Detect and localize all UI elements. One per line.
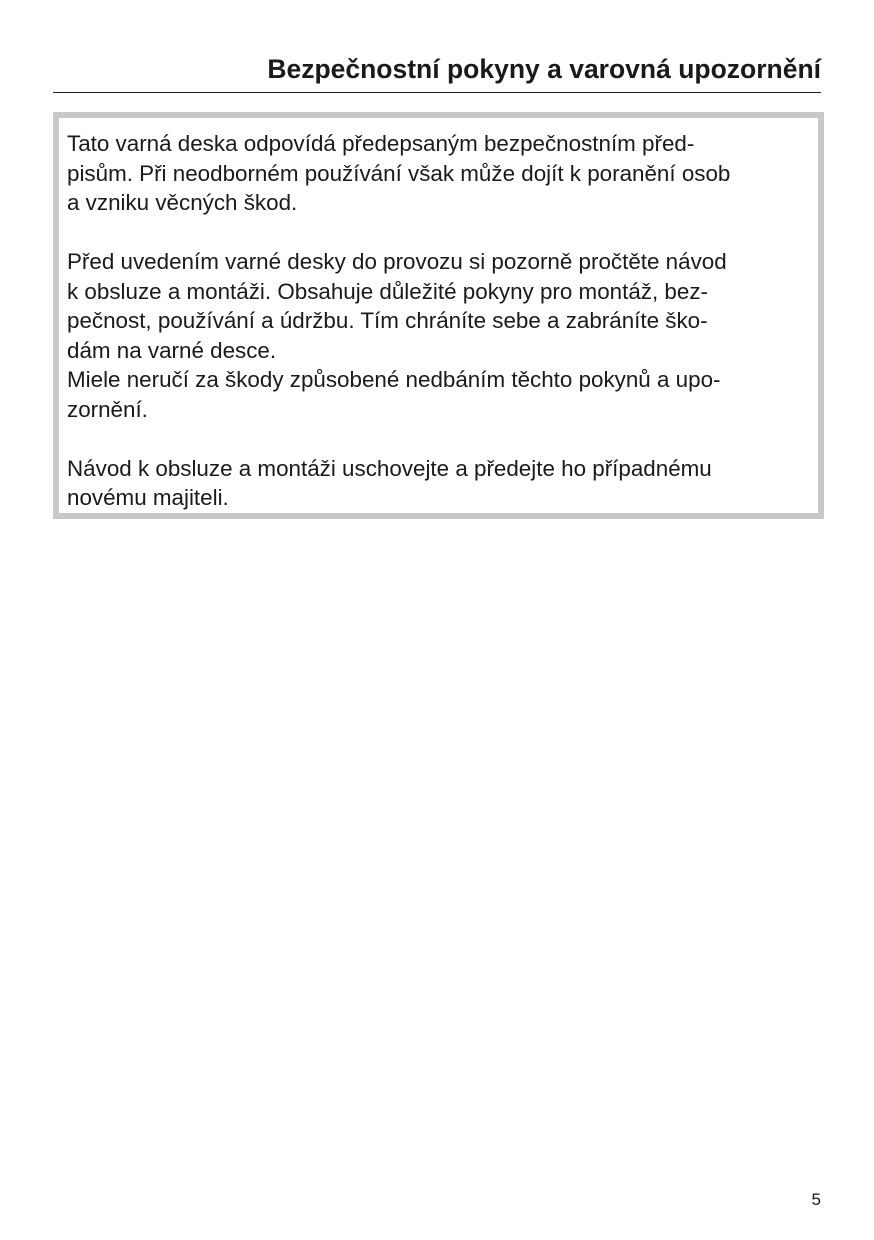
text-line: Tato varná deska odpovídá předepsaným bezpečnostním před- [67,131,695,156]
page-title: Bezpečnostní pokyny a varovná upozornění [267,54,821,84]
notice-paragraph-compliance [67,129,810,218]
text-line: Miele neručí za škody způsobené nedbáním těchto pokynů a upo- [67,367,721,392]
text-line: pečnost, používání a údržbu. Tím chráníte sebe a zabráníte ško- [67,308,708,333]
text-line: a vzniku věcných škod. [67,190,298,215]
notice-paragraph-liability [67,365,810,424]
safety-notice-box [53,112,824,519]
text-line: dám na varné desce. [67,337,277,363]
notice-paragraph-read-manual [67,247,810,365]
text-line: pisům. Při neodborném používání však může dojít k poranění osob [67,160,731,186]
text-line: novému majiteli. [67,485,229,510]
page-number: 5 [811,1190,821,1209]
text-line: Návod k obsluze a montáži uschovejte a předejte ho případnému [67,455,712,481]
text-line: Před uvedením varné desky do provozu si pozorně pročtěte návod [67,249,727,274]
text-line: zornění. [67,396,148,422]
notice-paragraph-keep-manual [67,454,810,513]
page-header [53,50,821,93]
text-line: k obsluze a montáži. Obsahuje důležité pokyny pro montáž, bez- [67,278,708,304]
